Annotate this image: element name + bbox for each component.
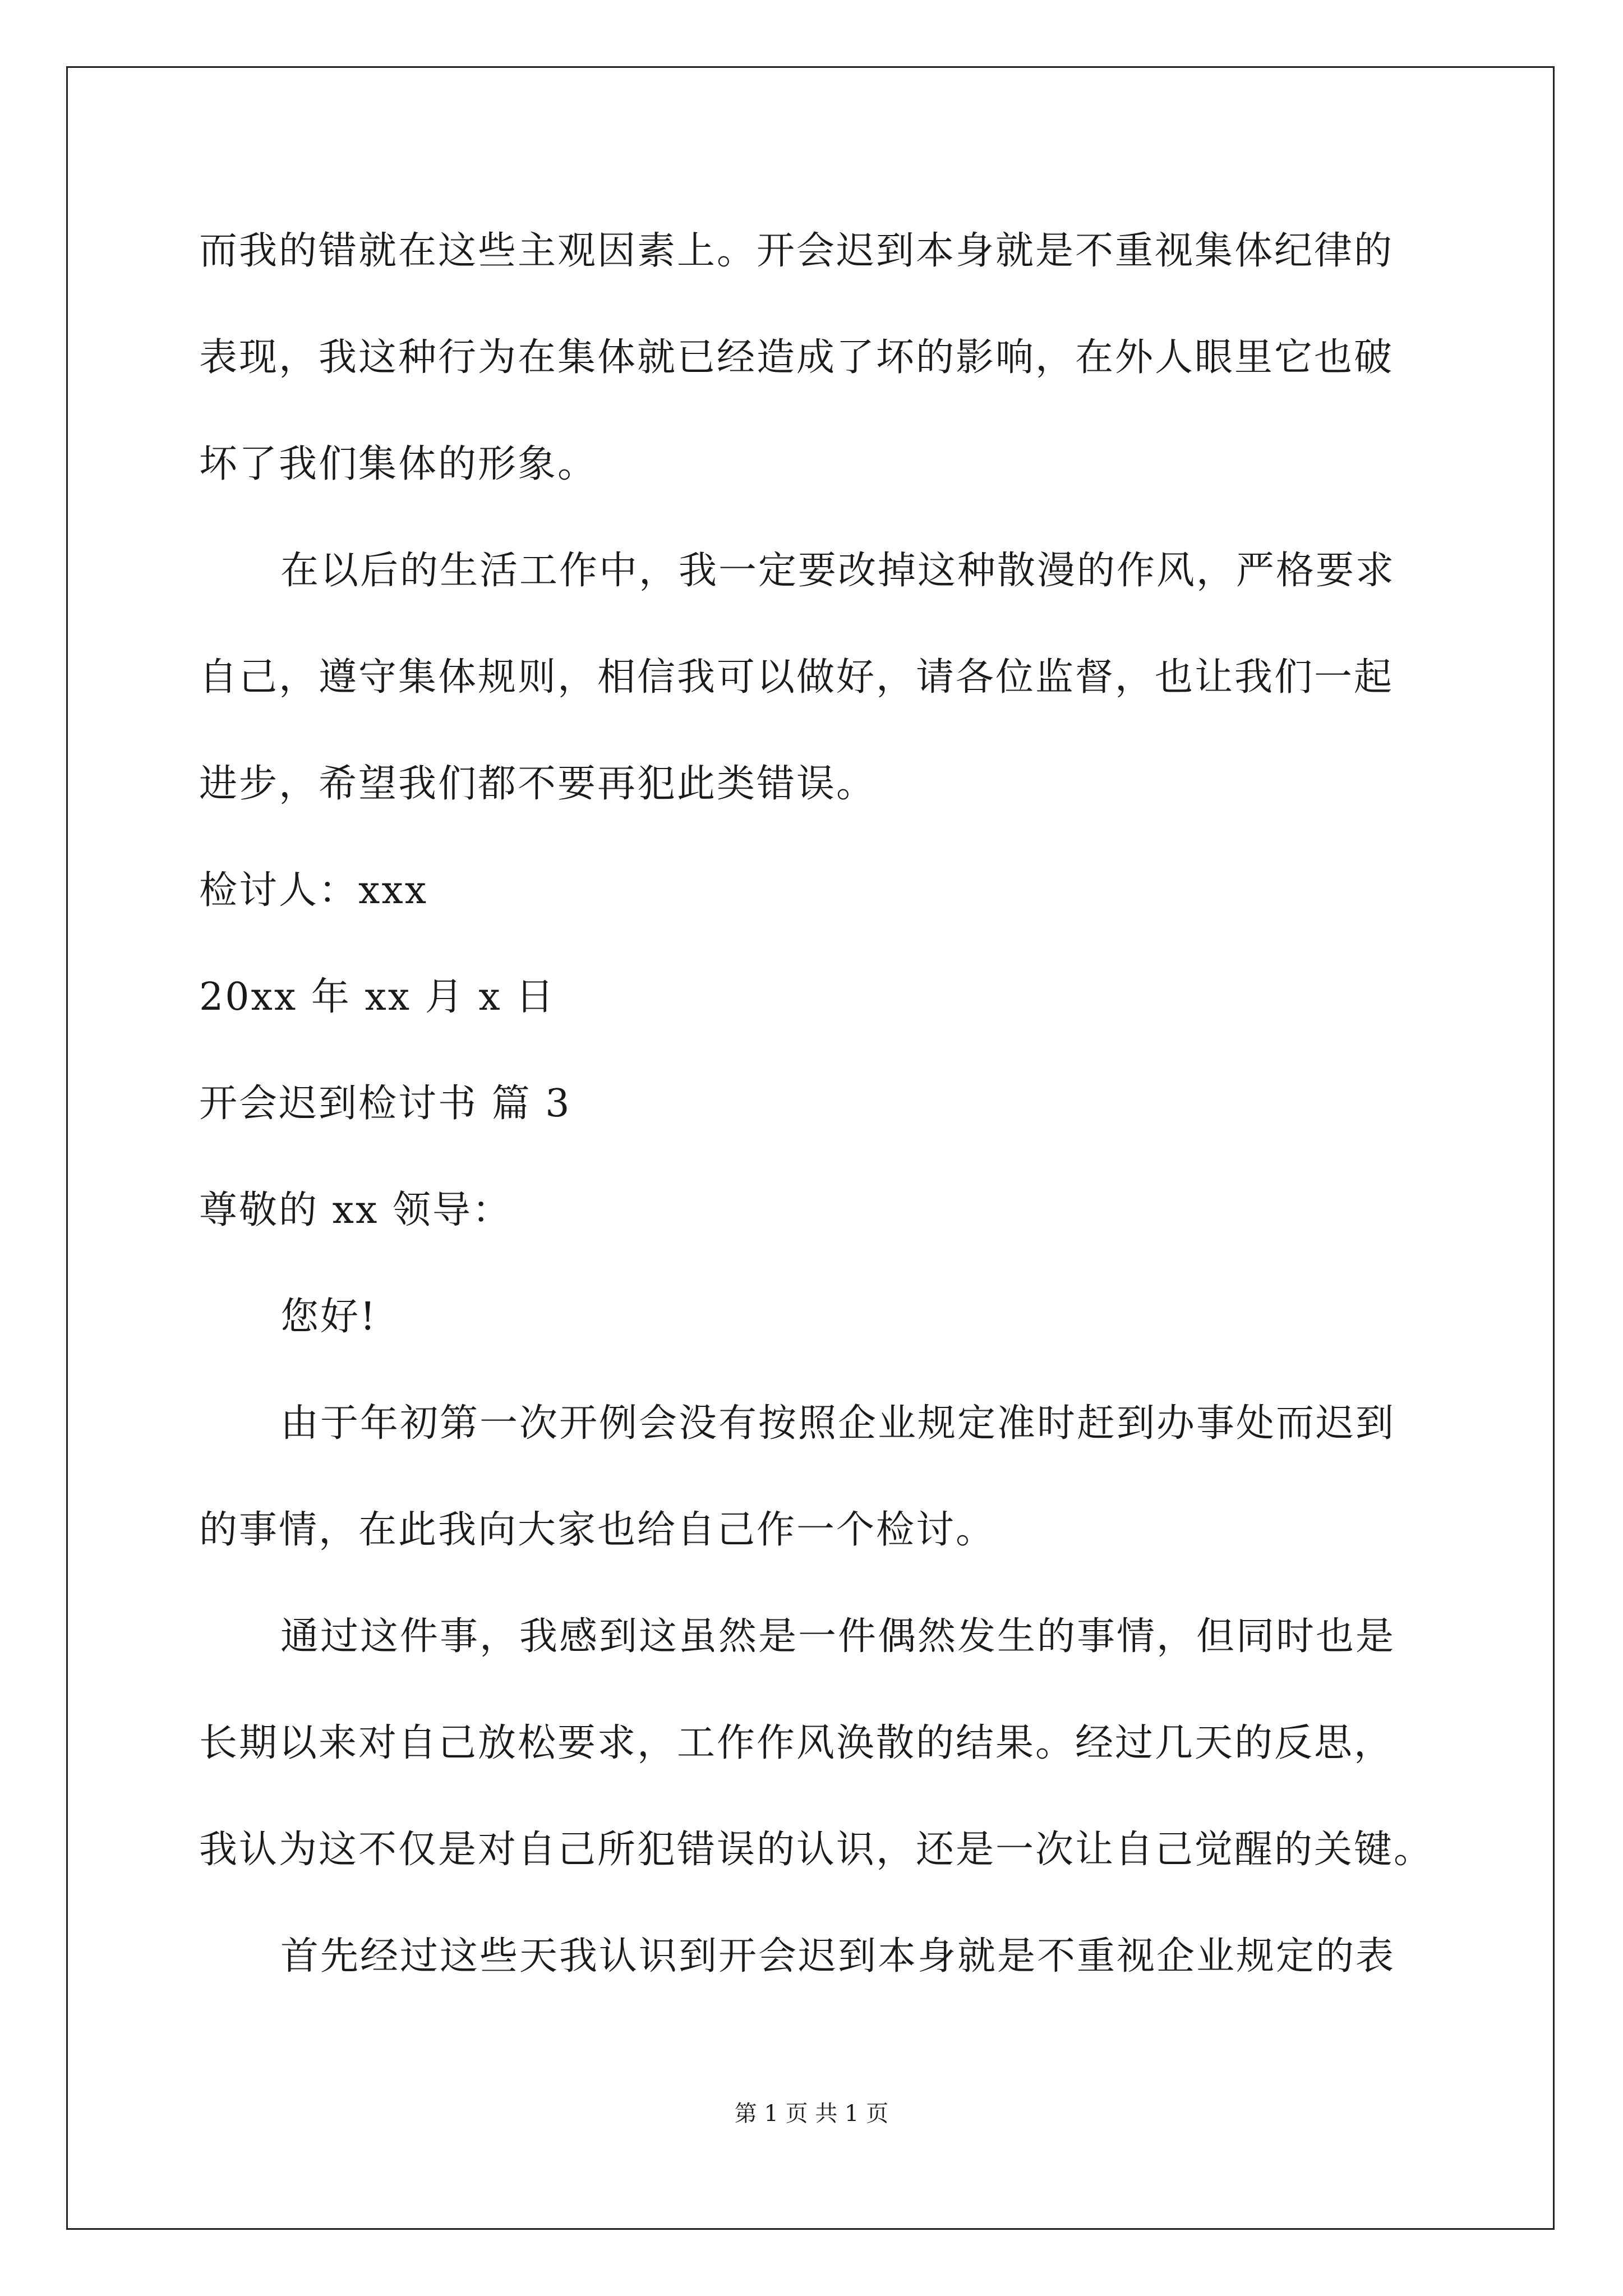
text-line: 自己，遵守集体规则，相信我可以做好，请各位监督，也让我们一起 (199, 655, 1394, 700)
text-line: 而我的错就在这些主观因素上。开会迟到本身就是不重视集体纪律的 (199, 229, 1394, 273)
date-line: 20xx 年 xx 月 x 日 (199, 975, 556, 1019)
text-line: 我认为这不仅是对自己所犯错误的认识，还是一次让自己觉醒的关键。 (199, 1828, 1434, 1872)
text-line: 表现，我这种行为在集体就已经造成了坏的影响，在外人眼里它也破 (199, 335, 1394, 380)
paragraph-start-line: 通过这件事，我感到这虽然是一件偶然发生的事情，但同时也是 (280, 1614, 1396, 1659)
text-line: 进步，希望我们都不要再犯此类错误。 (199, 762, 877, 806)
page-border (66, 66, 1555, 2230)
paragraph-start-line: 首先经过这些天我认识到开会迟到本身就是不重视企业规定的表 (280, 1934, 1396, 1978)
text-line: 长期以来对自己放松要求，工作作风涣散的结果。经过几天的反思， (199, 1721, 1394, 1765)
page-footer: 第 1 页 共 1 页 (734, 2101, 889, 2127)
section-heading: 开会迟到检讨书 篇 3 (199, 1082, 571, 1126)
paragraph-start-line: 在以后的生活工作中，我一定要改掉这种散漫的作风，严格要求 (280, 549, 1396, 593)
text-line: 的事情，在此我向大家也给自己作一个检讨。 (199, 1508, 996, 1552)
salutation: 尊敬的 xx 领导： (199, 1188, 512, 1232)
signature-line: 检讨人：xxx (199, 868, 428, 913)
greeting: 您好! (280, 1295, 377, 1339)
text-line: 坏了我们集体的形象。 (199, 442, 598, 486)
paragraph-start-line: 由于年初第一次开例会没有按照企业规定准时赶到办事处而迟到 (280, 1401, 1396, 1446)
